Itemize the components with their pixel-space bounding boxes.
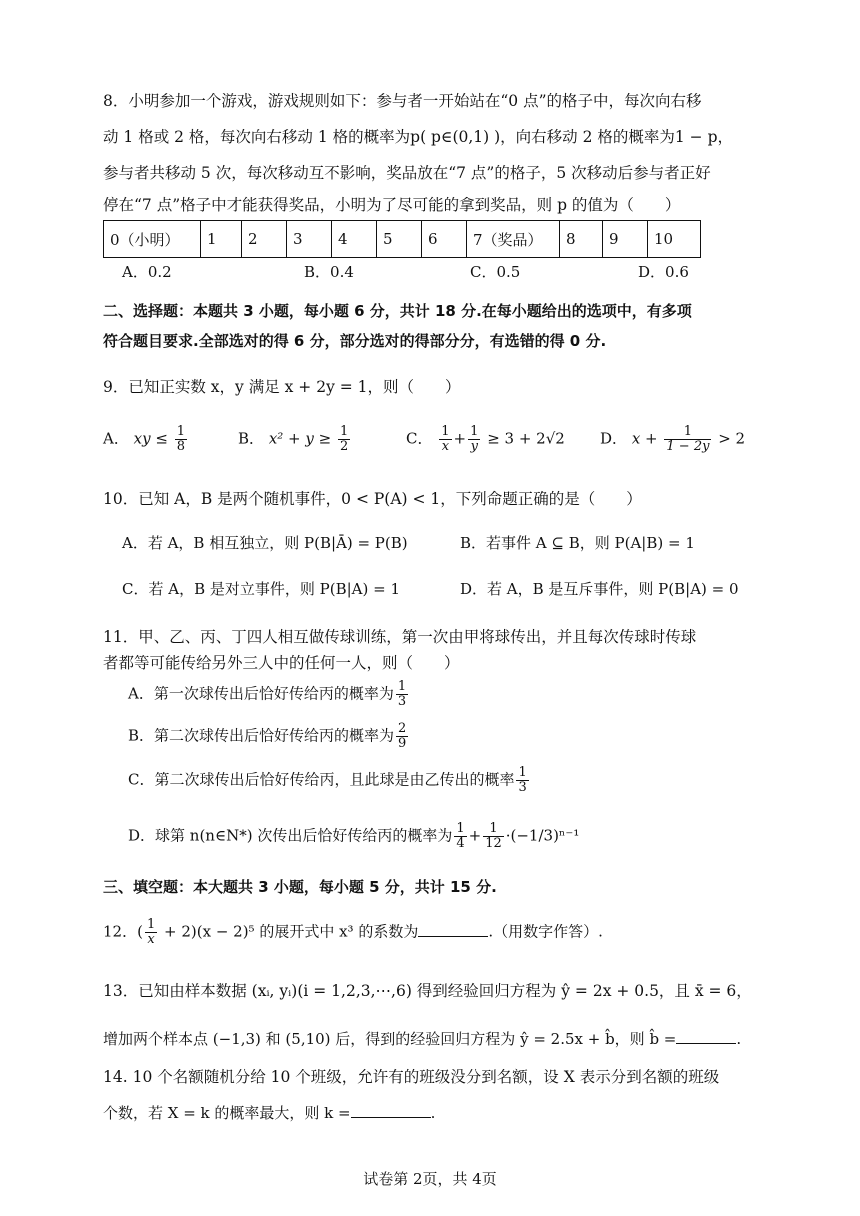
denominator: 9 xyxy=(398,736,407,751)
q8-line2: 动 1 格或 2 格，每次向右移动 1 格的概率为p( p∈(0,1) )，向右移动 2 格的概率为1 − p， xyxy=(103,128,733,146)
denominator: 8 xyxy=(176,439,185,454)
option-label: D． xyxy=(600,429,628,448)
q9-option-c: C． $\frac{1}{x}$ + $\frac{1}{y}$ ≥ 3 + 2√2 xyxy=(406,424,565,454)
section2-line1: 二、选择题：本题共 3 小题，每小题 6 分，共计 18 分.在每小题给出的选项中，有多项 xyxy=(103,302,692,320)
q12-prefix: 12．( xyxy=(103,922,143,941)
fraction xyxy=(396,722,408,751)
option-d: D．0.6 xyxy=(638,263,689,281)
q11-line1: 11．甲、乙、丙、丁四人相互做传球训练，第一次由甲将球传出，并且每次传球时传球 xyxy=(103,628,697,646)
option-tail: ·(−1/3)ⁿ⁻¹ xyxy=(505,826,580,845)
denominator: 4 xyxy=(456,836,465,851)
fraction xyxy=(516,766,528,795)
q11-option-b xyxy=(128,722,410,751)
denominator: 2 xyxy=(339,439,349,454)
grid-table xyxy=(103,220,701,258)
denominator: x xyxy=(147,932,155,947)
numerator: 1 xyxy=(664,425,711,440)
numerator: 1 xyxy=(176,424,185,439)
q10-option-a: A．若 A，B 相互独立，则 P(B|Ā) = P(B) xyxy=(122,534,408,552)
q13-line2 xyxy=(103,1028,741,1049)
q8-line1: 8．小明参加一个游戏，游戏规则如下：参与者一开始站在“0 点”的格子中，每次向右移 xyxy=(103,92,702,110)
q9-option-b xyxy=(238,425,352,454)
q14-line2 xyxy=(103,1102,435,1123)
section3-title: 三、填空题：本大题共 3 小题，每小题 5 分，共计 15 分. xyxy=(103,878,497,896)
fraction xyxy=(439,425,451,454)
grid-cell: 9 xyxy=(603,221,648,258)
denominator: 12 xyxy=(485,836,502,851)
fraction xyxy=(338,425,350,454)
q9-option-d xyxy=(600,425,745,454)
q14-suffix: . xyxy=(430,1104,436,1122)
grid-cell: 4 xyxy=(332,221,377,258)
table-row xyxy=(104,221,701,258)
q9-option-a xyxy=(103,425,189,454)
numerator: 1 xyxy=(470,424,479,439)
denominator: y xyxy=(470,439,478,454)
denominator: 3 xyxy=(518,780,527,795)
q12-text: + 2)(x − 2)⁵ 的展开式中 x³ 的系数为 xyxy=(159,922,419,941)
option-text: D．球第 n(n∈N*) 次传出后恰好传给丙的概率为 xyxy=(128,826,453,845)
q10-stem: 10．已知 A，B 是两个随机事件，0 < P(A) < 1，下列命题正确的是（ ） xyxy=(103,490,642,508)
q13-text: 增加两个样本点 (−1,3) 和 (5,10) 后，得到的经验回归方程为 ŷ = 2.5x + b̂，则 b̂ = xyxy=(103,1030,677,1048)
option-label: A． xyxy=(103,429,129,448)
q11-option-a xyxy=(128,680,410,709)
q12-suffix: .（用数字作答）. xyxy=(488,922,603,941)
q9-stem: 9．已知正实数 x，y 满足 x + 2y = 1，则（ ） xyxy=(103,378,461,396)
fraction xyxy=(454,822,466,851)
numerator: 1 xyxy=(518,765,527,780)
grid-cell: 10 xyxy=(648,221,701,258)
option-expr: ≥ 3 + 2√2 xyxy=(487,429,565,448)
numerator: 1 xyxy=(397,679,407,694)
answer-blank[interactable] xyxy=(418,922,488,937)
numerator: 1 xyxy=(456,821,465,836)
numerator: 1 xyxy=(339,424,349,439)
option-expr: x² + y ≥ xyxy=(268,429,332,448)
q11-line2: 者都等可能传给另外三人中的任何一人，则（ ） xyxy=(103,654,460,672)
option-a: A．0.2 xyxy=(122,263,172,281)
q11-option-d: D．球第 n(n∈N*) 次传出后恰好传给丙的概率为 $\frac{1}{4}$ + $\frac{1}{12}$ ·(−1/3)ⁿ⁻¹ xyxy=(128,821,580,851)
fraction xyxy=(664,425,711,454)
option-c: C．0.5 xyxy=(470,263,521,281)
option-b: B．0.4 xyxy=(304,263,354,281)
section2-line2: 符合题目要求.全部选对的得 6 分，部分选对的得部分分，有选错的得 0 分. xyxy=(103,332,607,350)
denominator: 3 xyxy=(397,694,407,709)
q10-option-b: B．若事件 A ⊆ B，则 P(A|B) = 1 xyxy=(460,534,695,552)
numerator: 1 xyxy=(146,917,156,932)
grid-cell: 0（小明） xyxy=(104,221,201,258)
q13-suffix: . xyxy=(736,1030,742,1048)
q13-line1: 13．已知由样本数据 (xᵢ, yᵢ)(i = 1,2,3,⋯,6) 得到经验回归方程为 ŷ = 2x + 0.5，且 x̄ = 6， xyxy=(103,982,752,1000)
numerator: 1 xyxy=(441,424,450,439)
q10-option-d: D．若 A，B 是互斥事件，则 P(B|A) = 0 xyxy=(460,580,739,598)
denominator: 1 − 2y xyxy=(666,439,710,454)
answer-blank[interactable] xyxy=(351,1103,431,1118)
q8-line3: 参与者共移动 5 次，每次移动互不影响，奖品放在“7 点”的格子，5 次移动后参与者正好 xyxy=(103,164,711,182)
option-label: C． xyxy=(406,429,433,448)
option-expr: xy ≤ xyxy=(133,429,168,448)
q12 xyxy=(103,918,603,947)
grid-cell: 2 xyxy=(242,221,287,258)
denominator: x xyxy=(441,439,450,454)
grid-cell: 7（奖品） xyxy=(467,221,560,258)
q14-line1: 14. 10 个名额随机分给 10 个班级，允许有的班级没分到名额，设 X 表示分到名额的班级 xyxy=(103,1068,720,1086)
option-text: C．第二次球传出后恰好传给丙，且此球是由乙传出的概率 xyxy=(128,770,515,789)
option-expr: x + xyxy=(631,429,658,448)
page-footer: 试卷第 2页，共 4页 xyxy=(363,1170,497,1188)
grid-cell: 8 xyxy=(560,221,603,258)
option-text: B．第二次球传出后恰好传给丙的概率为 xyxy=(128,726,395,745)
option-tail: > 2 xyxy=(718,429,746,448)
grid-cell: 5 xyxy=(377,221,422,258)
fraction xyxy=(468,425,480,454)
fraction xyxy=(145,918,157,947)
grid-cell: 3 xyxy=(287,221,332,258)
grid-cell: 6 xyxy=(422,221,467,258)
fraction xyxy=(396,680,408,709)
fraction xyxy=(483,822,504,851)
answer-blank[interactable] xyxy=(676,1029,736,1044)
fraction xyxy=(175,425,187,454)
option-text: A．第一次球传出后恰好传给丙的概率为 xyxy=(128,684,394,703)
grid-cell: 1 xyxy=(201,221,242,258)
q11-option-c xyxy=(128,766,531,795)
option-label: B． xyxy=(238,429,265,448)
q14-text: 个数，若 X = k 的概率最大，则 k = xyxy=(103,1104,351,1122)
numerator: 1 xyxy=(483,822,504,837)
q10-option-c: C．若 A，B 是对立事件，则 P(B|A) = 1 xyxy=(122,580,400,598)
numerator: 2 xyxy=(398,721,407,736)
q8-line4: 停在“7 点”格子中才能获得奖品，小明为了尽可能的拿到奖品，则 p 的值为（ ） xyxy=(103,196,681,214)
